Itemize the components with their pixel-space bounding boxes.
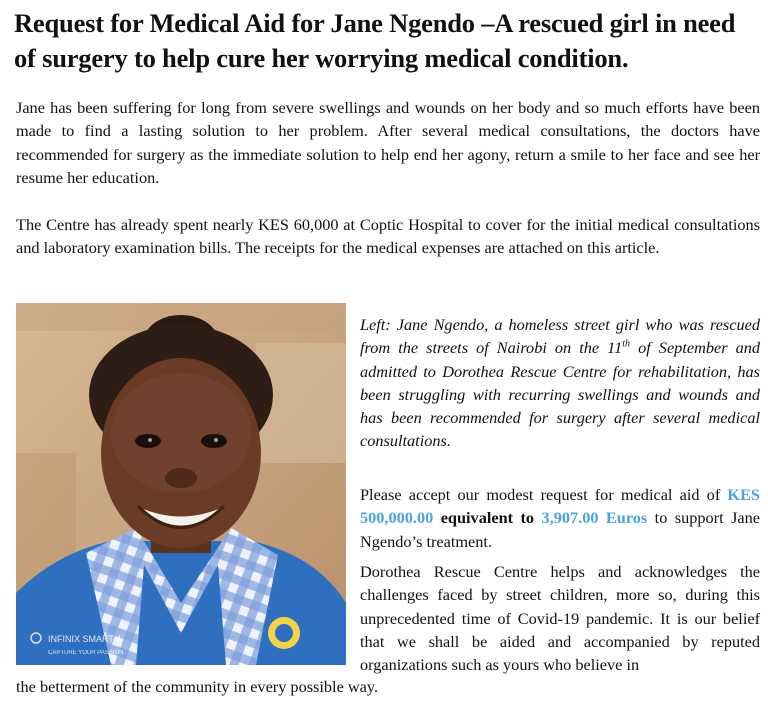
- caption-sup: th: [622, 338, 631, 350]
- page-title: Request for Medical Aid for Jane Ngendo –A rescued girl in need of surgery to help cure her worrying medical condition.: [14, 8, 736, 73]
- photo-caption: [360, 313, 760, 453]
- expenses-paragraph: The Centre has already spent nearly KES 60,000 at Coptic Hospital to cover for the initial medical consultations and laboratory examination bills. The receipts for the medical expenses are attached on this article.: [16, 215, 760, 258]
- aid-request-paragraph: [360, 483, 760, 553]
- caption-text-1: Left: Jane Ngendo, a homeless street girl who was rescued from the streets of Nairobi on the 11: [360, 315, 760, 358]
- equivalent-text: equivalent to: [433, 508, 542, 528]
- amount-kes: KES 500,000.00: [360, 485, 760, 528]
- request-outro: to support Jane Ngendo’s treatment.: [360, 508, 760, 551]
- jane-ngendo-photo: [16, 303, 346, 665]
- photo-watermark-tagline: CAPTURE YOUR PASSION: [48, 650, 124, 656]
- belief-paragraph: Dorothea Rescue Centre helps and acknowledges the challenges faced by street children, more so, during this unprecedented time of Covid-19 pandemic. It is our belief that we shall be aided and accompanied by reputed organizations such as yours who believe in: [360, 562, 760, 675]
- caption-text-2: of September and admitted to Dorothea Rescue Centre for rehabilitation, has been struggling with recurring swellings and wounds and has been recommended for surgery after several medical consultations.: [360, 338, 760, 451]
- photo-watermark-brand: INFINIX SMART 4: [48, 634, 122, 644]
- intro-paragraph: Jane has been suffering for long from severe swellings and wounds on her body and so much efforts have been made to find a lasting solution to her problem. After several medical consultations, the doctors have recommended for surgery as the immediate solution to help end her agony, return a smile to her face and see her resume her education.: [16, 98, 760, 187]
- request-intro: Please accept our modest request for medical aid of: [360, 485, 728, 504]
- amount-euros: 3,907.00 Euros: [541, 508, 648, 528]
- closing-line: the betterment of the community in every possible way.: [16, 677, 379, 696]
